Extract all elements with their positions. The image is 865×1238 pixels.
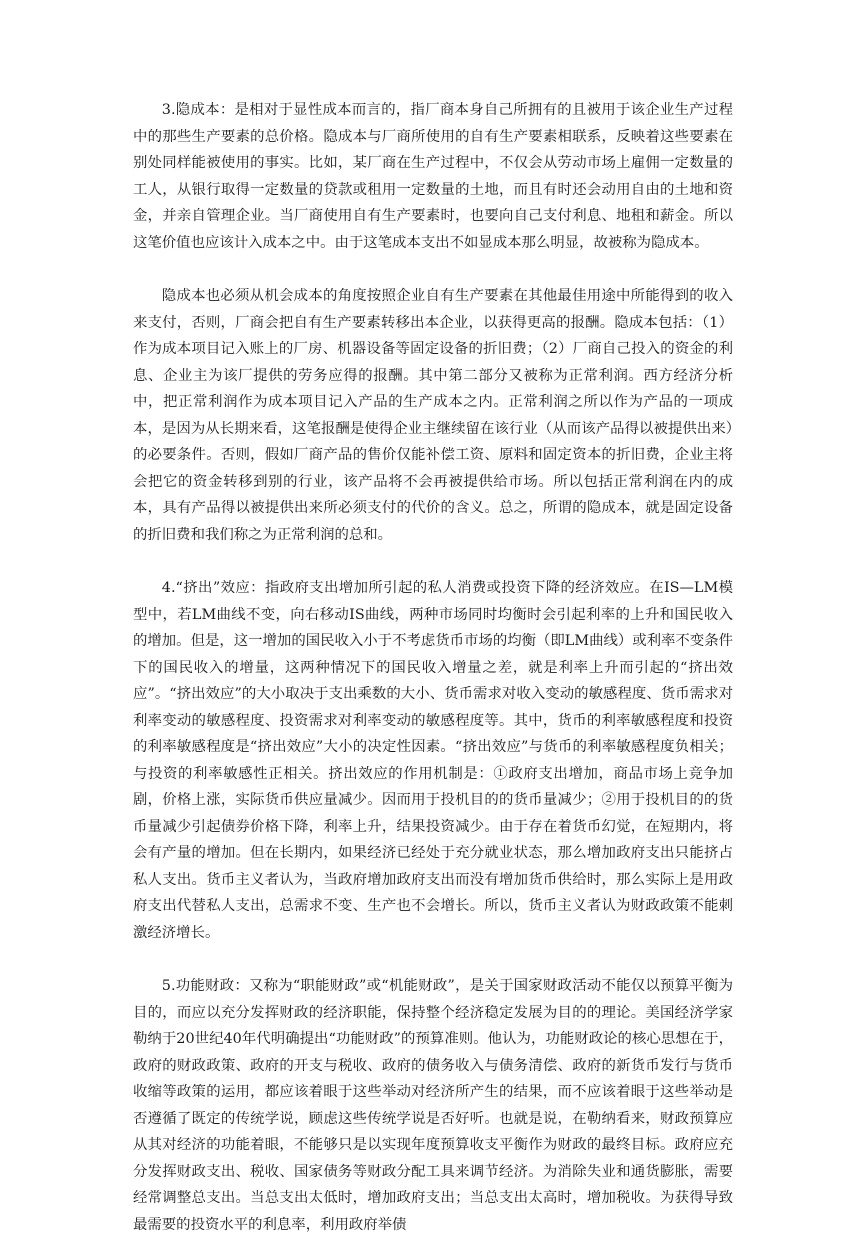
- paragraph-hidden-cost-definition: 3.隐成本：是相对于显性成本而言的，指厂商本身自己所拥有的且被用于该企业生产过程中的那些生产要素的总价格。隐成本与厂商所使用的自有生产要素相联系，反映着这些要素在别处同样能被使用的事实。比如，某厂商在生产过程中，不仅会从劳动市场上雇佣一定数量的工人，从银行取得一定数量的贷款或租用一定数量的土地，而且有时还会动用自由的土地和资金，并亲自管理企业。当厂商使用自有生产要素时，也要向自己支付利息、地租和薪金。所以这笔价值也应该计入成本之中。由于这笔成本支出不如显成本那么明显，故被称为隐成本。: [133, 102, 733, 251]
- paragraph-functional-finance: 5.功能财政：又称为“职能财政”或“机能财政”，是关于国家财政活动不能仅以预算平衡为目的，而应以充分发挥财政的经济职能，保持整个经济稳定发展为目的的理论。美国经济学家勒纳于20世纪40年代明确提出“功能财政”的预算准则。他认为，功能财政论的核心思想在于，政府的财政政策、政府的开支与税收、政府的债务收入与债务清偿、政府的新货币发行与货币收缩等政策的运用，都应该着眼于这些举动对经济所产生的结果，而不应该着眼于这些举动是否遵循了既定的传统学说，顾虑这些传统学说是否好听。也就是说，在勒纳看来，财政预算应从其对经济的功能着眼，不能够只是以实现年度预算收支平衡作为财政的最终目标。政府应充分发挥财政支出、税收、国家债务等财政分配工具来调节经济。为消除失业和通货膨胀，需要经常调整总支出。当总支出太低时，增加政府支出；当总支出太高时，增加税收。为获得导致最需要的投资水平的利息率，利用政府举债: [133, 978, 733, 1233]
- document-body: [133, 97, 733, 1238]
- paragraph-hidden-cost-explanation: 隐成本也必须从机会成本的角度按照企业自有生产要素在其他最佳用途中所能得到的收入来支付，否则，厂商会把自有生产要素转移出本企业，以获得更高的报酬。隐成本包括：（1）作为成本项目记入账上的厂房、机器设备等固定设备的折旧费；（2）厂商自己投入的资金的利息、企业主为该厂提供的劳务应得的报酬。其中第二部分又被称为正常利润。西方经济分析中，把正常利润作为成本项目记入产品的生产成本之内。正常利润之所以作为产品的一项成本，是因为从长期来看，这笔报酬是使得企业主继续留在该行业（从而该产品得以被提供出来）的必要条件。否则，假如厂商产品的售价仅能补偿工资、原料和固定资本的折旧费，企业主将会把它的资金转移到别的行业，该产品将不会再被提供给市场。所以包括正常利润在内的成本，具有产品得以被提供出来所必须支付的代价的含义。总之，所谓的隐成本，就是固定设备的折旧费和我们称之为正常利润的总和。: [133, 288, 733, 543]
- paragraph-crowding-out-effect: 4.“挤出”效应：指政府支出增加所引起的私人消费或投资下降的经济效应。在IS—LM模型中，若LM曲线不变，向右移动IS曲线，两种市场同时均衡时会引起利率的上升和国民收入的增加。但是，这一增加的国民收入小于不考虑货币市场的均衡（即LM曲线）或利率不变条件下的国民收入的增量，这两种情况下的国民收入增量之差，就是利率上升而引起的“挤出效应”。“挤出效应”的大小取决于支出乘数的大小、货币需求对收入变动的敏感程度、货币需求对利率变动的敏感程度、投资需求对利率变动的敏感程度等。其中，货币的利率敏感程度和投资的利率敏感程度是“挤出效应”大小的决定性因素。“挤出效应”与货币的利率敏感程度负相关；与投资的利率敏感性正相关。挤出效应的作用机制是：①政府支出增加，商品市场上竞争加剧，价格上涨，实际货币供应量减少。因而用于投机目的的货币量减少；②用于投机目的的货币量减少引起债券价格下降，利率上升，结果投资减少。由于存在着货币幻觉，在短期内，将会有产量的增加。但在长期内，如果经济已经处于充分就业状态，那么增加政府支出只能挤占私人支出。货币主义者认为，当政府增加政府支出而没有增加货币供给时，那么实际上是用政府支出代替私人支出，总需求不变、生产也不会增长。所以，货币主义者认为财政政策不能刺激经济增长。: [133, 580, 733, 941]
